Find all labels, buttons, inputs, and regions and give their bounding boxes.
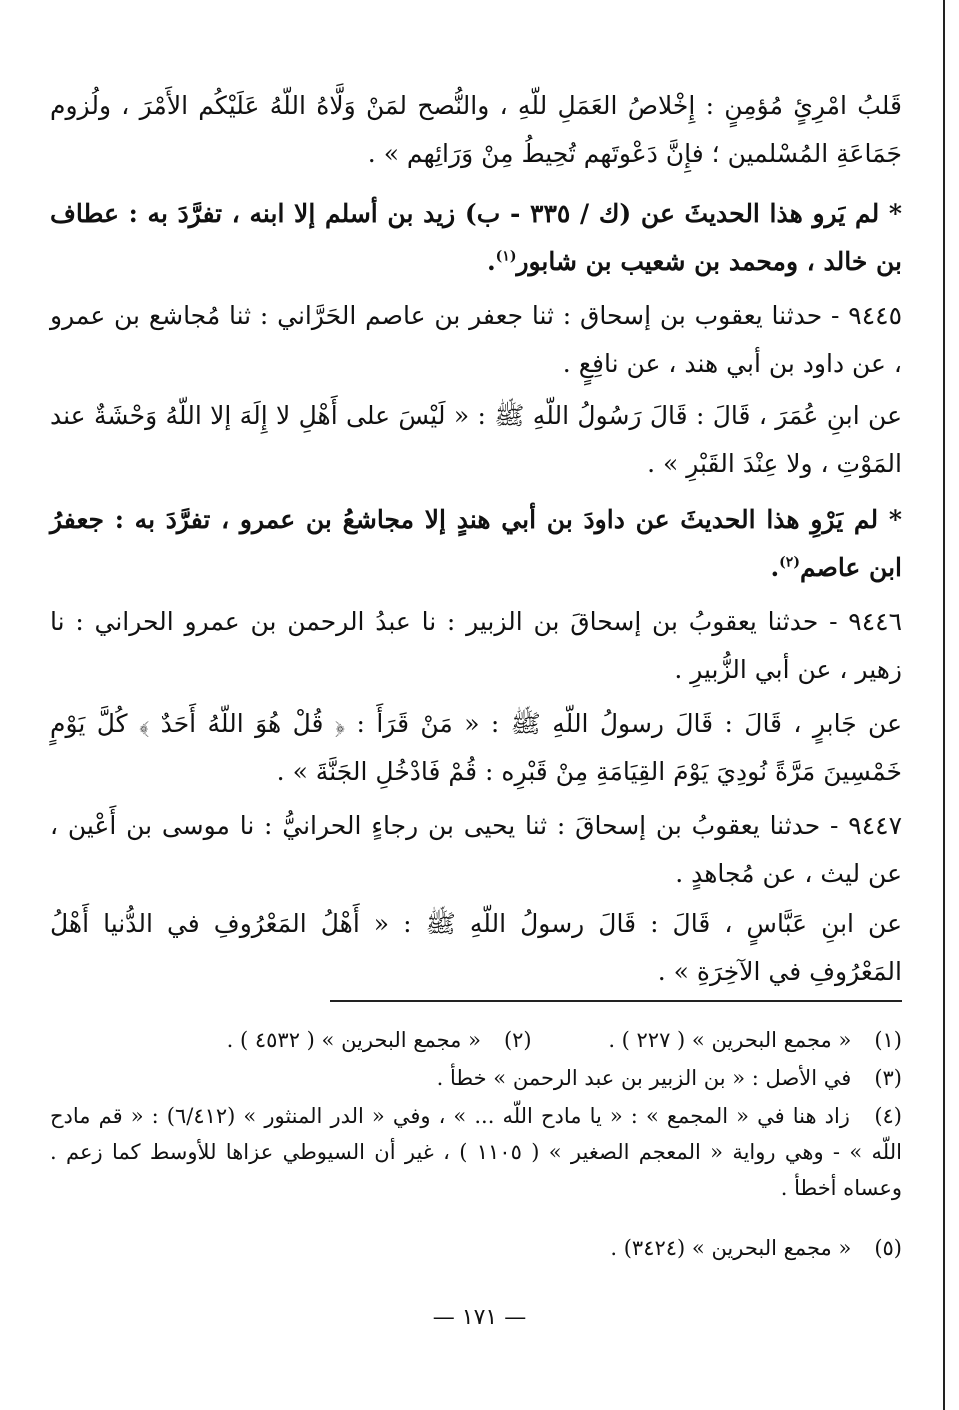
- paragraph-1: [50, 82, 902, 178]
- footnote-marker-1: (١): [495, 248, 517, 265]
- footnote-4: زاد هنا في « المجمع » : « يا مادح اللّه ... » ، وفي « الدر المنثور » (٦/٤١٢) : « قم مادح اللّه » - وهي رواية « المعجم الصغير » ( ١١٠٥ ) ، غير أن السيوطي عزاها للأوسط كما زعم . وعساه أخطأ .: [50, 1104, 902, 1200]
- hadith-9446-isnad: [50, 598, 902, 694]
- paragraph-8-text: ٩٤٤٧ - حدثنا يعقوبُ بن إسحاقَ : ثنا يحيى بن رجاءٍ الحرانيُّ : نا موسى بن أَعْين ، عن ليث ، عن مُجاهدٍ .: [50, 811, 902, 888]
- footnote-2: « مجمع البحرين » ( ٤٥٣٢ ) .: [226, 1028, 481, 1052]
- footnote-3: في الأصل : « بن الزبير بن عبد الرحمن » خطأ .: [436, 1066, 852, 1090]
- paragraph-1-text: قَلبُ امْرِئٍ مُؤمِنٍ : إِخْلاصُ العَمَلِ للّهِ ، والنُّصح لمَنْ وَلَّاهُ اللّهُ عَلَيْكُم الأَمْرَ ، ولُزوم جَمَاعَةِ المُسْلمين ؛ فإِنَّ دَعْوتَهم تُحِيطُ مِنْ وَرَائِهم » .: [50, 91, 903, 168]
- hadith-9447-isnad: [50, 802, 902, 898]
- hadith-9446-matn: [50, 700, 902, 796]
- footnote-label-1: (١): [874, 1028, 902, 1052]
- footnote-5: « مجمع البحرين » (٣٤٢٤) .: [610, 1236, 852, 1260]
- paragraph-6-text: ٩٤٤٦ - حدثنا يعقوبُ بن إسحاقَ بن الزبير : نا عبدُ الرحمن بن عمرو الحراني : نا زهير ، عن أبي الزُّبيرِ .: [50, 607, 902, 684]
- paragraph-3-text: ٩٤٤٥ - حدثنا يعقوب بن إسحاق : ثنا جعفر بن عاصم الحَرَّاني : ثنا مُجاشع بن عمرو ، عن داود بن أبي هند ، عن نافِعٍ .: [50, 301, 902, 378]
- footnote-label-2: (٢): [503, 1028, 532, 1052]
- paragraph-5-text: * لم يَرْوِ هذا الحديثَ عن داودَ بن أبي هندٍ إلا مجاشعُ بن عمرو ، تفرَّدَ به : جعفرُ ابن عاصم: [50, 505, 902, 582]
- paragraph-5-note: * لم يَرْوِ هذا الحديثَ عن داودَ بن أبي هندٍ إلا مجاشعُ بن عمرو ، تفرَّدَ به : جعفرُ ابن عاصم$^{(٢)}$.: [50, 505, 902, 582]
- footnote-divider: [330, 1000, 902, 1002]
- footnotes-row-1-2: [50, 1022, 902, 1058]
- hadith-9445-isnad: [50, 292, 902, 388]
- paragraph-7-text: عن جَابرٍ ، قَالَ : قَالَ رسولُ اللّهِ ﷺ : « مَنْ قَرَأَ : ﴿ قُلْ هُوَ اللّهُ أَحَدٌ ﴾ كُلَّ يَوْمٍ خَمْسِينَ مَرَّةً نُودِيَ يَوْمَ القِيَامَةِ مِنْ قَبْرِه : قُمْ فَادْخُلِ الجَنَّةَ » .: [50, 709, 902, 786]
- page-number: — ١٧١ —: [432, 1305, 527, 1330]
- paragraph-9-text: عن ابنِ عَبَّاسٍ ، قَالَ : قَالَ رسولُ اللّهِ ﷺ : « أَهْلُ المَعْرُوفِ في الدُّنيا أَهْلُ المَعْرُوفِ في الآخِرَةِ » .: [50, 909, 902, 986]
- footnote-marker-2: (٢): [779, 554, 800, 571]
- page-edge-line: [943, 0, 945, 1410]
- footnote-row-3: [50, 1060, 902, 1096]
- paragraph-2-text: * لم يَرو هذا الحديثَ عن (ك / ٣٣٥ - ب) زيد بن أسلم إلا ابنه ، تفرَّدَ به : عطاف بن خالد ، ومحمد بن شعيب بن شابور: [50, 199, 902, 276]
- footnote-label-4: (٤): [874, 1104, 902, 1128]
- hadith-9445-matn: [50, 392, 902, 488]
- paragraph-2-note: * لم يَرو هذا الحديثَ عن (ك / ٣٣٥ - ب) زيد بن أسلم إلا ابنه ، تفرَّدَ به : عطاف بن خالد ، ومحمد بن شعيب بن شابور$^{(١)}$.: [50, 199, 902, 276]
- footnote-row-4: [50, 1098, 902, 1206]
- paragraph-4-text: عن ابنِ عُمَرَ ، قَالَ : قَالَ رَسُولُ اللّهِ ﷺ : « لَيْسَ على أَهْلِ لا إِلَهَ إلا اللّهُ وَحْشَةٌ عند المَوْتِ ، ولا عِنْدَ القَبْرِ » .: [50, 401, 902, 478]
- hadith-9447-matn: [50, 900, 902, 996]
- footnote-1: « مجمع البحرين » ( ٢٢٧ ) .: [608, 1028, 852, 1052]
- footnote-row-5: [50, 1230, 902, 1266]
- footnote-label-3: (٣): [874, 1066, 902, 1090]
- footnote-label-5: (٥): [874, 1236, 902, 1260]
